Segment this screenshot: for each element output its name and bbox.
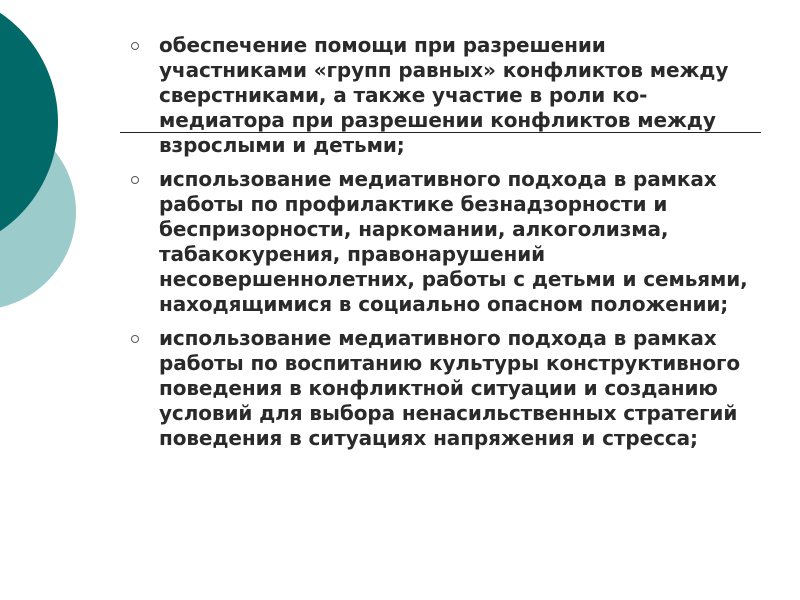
ring-bullet-icon — [131, 176, 139, 184]
bullet-text: обеспечение помощи при разрешении участниками «групп равных» конфликтов между сверстниками, а также участие в роли ко-медиатора при разрешении конфликтов между взрослыми и детьми; — [159, 33, 729, 157]
bullet-item-constructive-behavior — [128, 326, 758, 451]
ring-bullet-icon — [131, 335, 139, 343]
bullet-text: использование медиативного подхода в рамках работы по профилактике безнадзорности и беспризорности, наркомании, алкоголизма, табакокурения, правонарушений несовершеннолетних, работы с детьми и семьями, находящимися в социально опасном положении; — [159, 167, 748, 316]
bullet-list — [128, 33, 758, 460]
bullet-text: использование медиативного подхода в рамках работы по воспитанию культуры конструктивного поведения в конфликтной ситуации и созданию условий для выбора ненасильственных стратегий поведения в ситуациях напряжения и стресса; — [159, 326, 741, 450]
bullet-item-prevention — [128, 167, 758, 317]
bullet-item-peer-mediation — [128, 33, 758, 158]
ring-bullet-icon — [131, 42, 139, 50]
